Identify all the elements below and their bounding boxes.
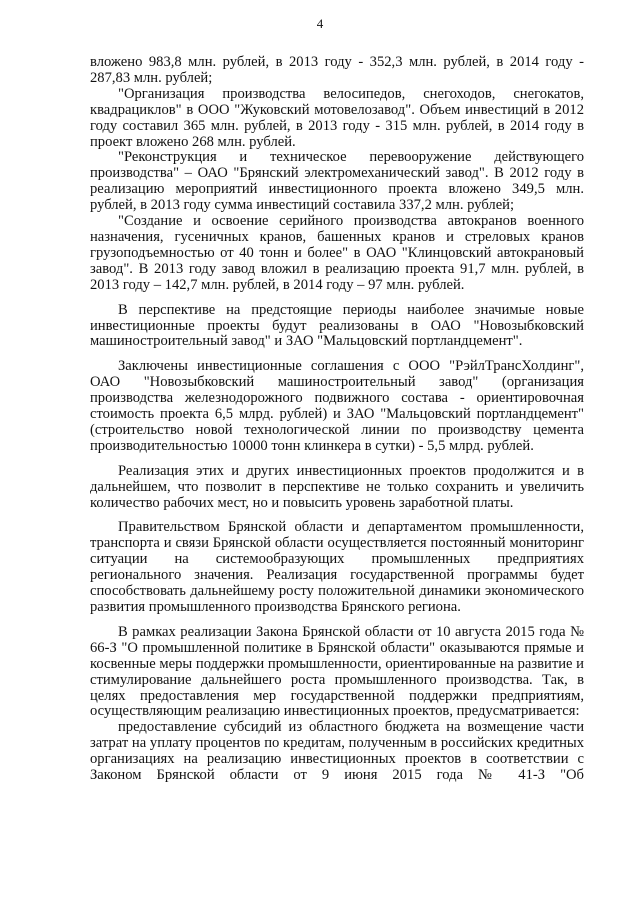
document-body	[90, 55, 584, 784]
paragraph-future-projects: В перспективе на предстоящие периоды наиболее значимые новые инвестиционные проекты будут реализованы в ОАО "Новозыбковский машиностроительный завод" и ЗАО "Мальцовский портландцемент".	[90, 301, 584, 350]
paragraph-subsidies: предоставление субсидий из областного бюджета на возмещение части затрат на уплату процентов по кредитам, полученным в российских кредитных организациях на реализацию инвестиционных проектов в соответствии с Законом Брянской области от 9 июня 2015 года № 41-З "Об	[90, 719, 584, 784]
paragraph-government-monitoring: Правительством Брянской области и департаментом промышленности, транспорта и связи Брянской области осуществляется постоянный мониторинг ситуации на системообразующих промышленных предприятиях регионального значения. Реализация государственной программы будет способствовать дальнейшему росту положительной динамики экономического развития промышленного производства Брянского региона.	[90, 519, 584, 615]
paragraph-industrial-policy-law: В рамках реализации Закона Брянской области от 10 августа 2015 года № 66-З "О промышленной политике в Брянской области" оказываются прямые и косвенные меры поддержки промышленности, ориентированные на развитие и стимулирование дальнейшего роста промышленного производства. Так, в целях предоставления мер государственной поддержки предприятиям, осуществляющим реализацию инвестиционных проектов, предусматривается:	[90, 623, 584, 720]
paragraph-bryansk-electromech-project: "Реконструкция и техническое перевооружение действующего производства" – ОАО "Брянский электромеханический завод". В 2012 году в реализацию мероприятий инвестиционного проекта вложено 349,5 млн. рублей, в 2013 году сумма инвестиций составила 337,2 млн. рублей;	[90, 149, 584, 214]
page-number: 4	[316, 16, 324, 31]
paragraph-zhukovsky-project: "Организация производства велосипедов, снегоходов, снегокатов, квадрациклов" в ООО "Жуковский мотовелозавод". Объем инвестиций в 2012 году составил 365 млн. рублей, в 2013 году - 315 млн. рублей, в 2014 году в проект вложено 268 млн. рублей.	[90, 85, 584, 150]
paragraph-jobs-and-wages: Реализация этих и других инвестиционных проектов продолжится и в дальнейшем, что позволит в перспективе не только сохранить и увеличить количество рабочих мест, но и повысить уровень заработной платы.	[90, 462, 584, 511]
paragraph-continuation: вложено 983,8 млн. рублей, в 2013 году - 352,3 млн. рублей, в 2014 году - 287,83 млн. рублей;	[90, 54, 584, 86]
paragraph-investment-agreements: Заключены инвестиционные соглашения с ООО "РэйлТрансХолдинг", ОАО "Новозыбковский машиностроительный завод" (организация производства железнодорожного подвижного состава - ориентировочная стоимость проекта 6,5 млрд. рублей) и ЗАО "Мальцовский портландцемент" (строительство новой технологической линии по производству цемента производительностью 10000 тонн клинкера в сутки) - 5,5 млрд. рублей.	[90, 358, 584, 454]
paragraph-klintsy-autocrane-project: "Создание и освоение серийного производства автокранов военного назначения, гусеничных кранов, башенных кранов и стреловых кранов грузоподъемностью от 40 тонн и более" в ОАО "Клинцовский автокрановый завод". В 2013 году завод вложил в реализацию проекта 91,7 млн. рублей, в 2013 году – 142,7 млн. рублей, в 2014 году – 97 млн. рублей.	[90, 213, 584, 293]
